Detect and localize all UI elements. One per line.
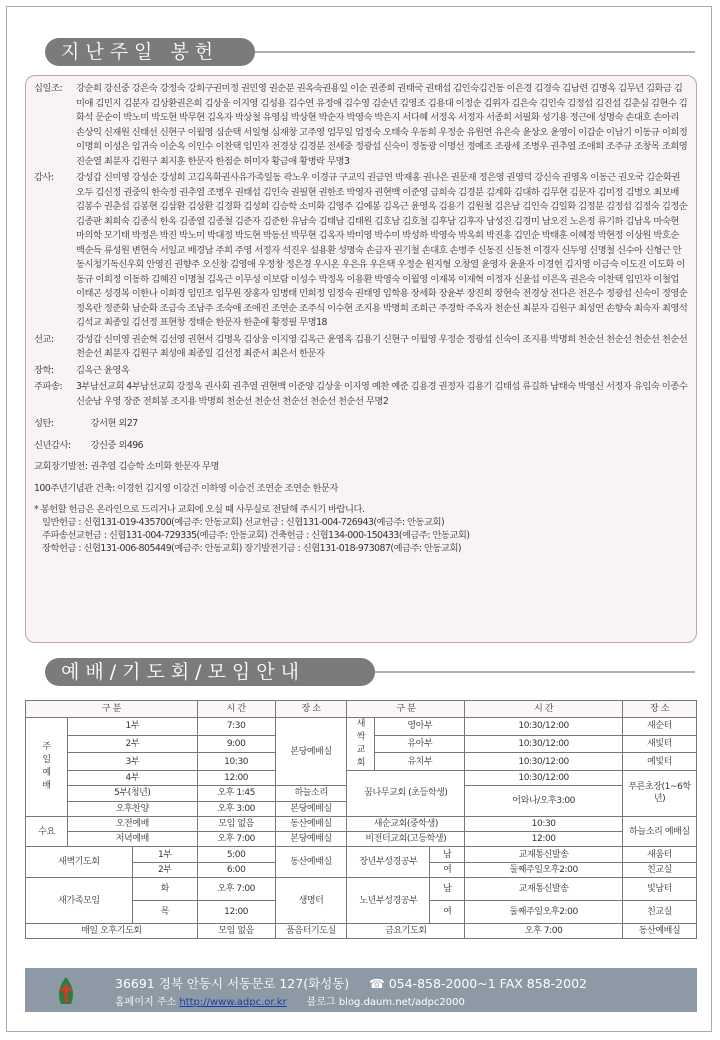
footer-web: 홈페이지 주소 http://www.adpc.or.kr 블로그 blog.daum.net/adpc2000 xyxy=(115,997,465,1008)
table-header: 구 분 시 간 장 소 구 분 시 간 장 소 xyxy=(26,701,697,718)
entry-mission: 선교: 강성갑 신미영 권순혁 김선영 권현서 김명옥 김상웅 이지영 김옥근 윤영옥 김용기 신현구 이월영 우정순 정광섭 신숙이 조지용 박명희 천순선 천순선 천순선 천순선 천순선 최분자 김원구 최성애 최종일 김선정 최준서 최은서 한문자 xyxy=(34,333,688,359)
school-label: 새싹교회 xyxy=(347,718,375,771)
footer-contact: 36691 경북 안동시 서동문로 127(화성동) ☎ 054-858-2000~1 FAX 858-2002 xyxy=(115,976,587,991)
sunday-worship-label: 주일예배 xyxy=(26,718,68,817)
entry-tithe: 십일조: 강순희 강신중 강은숙 강정숙 강희구권미정 권민영 권순분 권옥숙권용일 이순 권종희 권태국 권태섭 김인숙김건동 이은경 김경숙 김남련 김명옥 김무년 김화금 김미애 김민지 김분자 김상환권은희 김상웅 이지영 김성용 김수연 유정애 김수영 김순년 김영조 김용대 이정순 김위자 김은숙 김인숙 김정섭 김진섭 김춘심 김현수 김화석 문순이 박노미 박도현 박무현 김옥자 박상철 유영심 박상현 박순자 박영숙 박은지 서다혜 서정옥 서정자 서종희 서필화 성기용 정근애 성명숙 손대호 손아리 손상익 신재원 신태선 신현구 이월영 심순택 서일형 심재창 고주영 엄무일 엄정숙 오태숙 우동희 우정순 유원연 유은숙 윤상오 윤영이 이갑순 이남기 이동규 이희정 이명희 이성은 임귀숙 이순옥 이인수 이찬택 임민자 전경상 김경분 전세중 정광섭 신숙이 정동광 이명선 정예조 조광세 조병우 권추열 조애희 조주규 조창목 조희영 진순열 최분자 김원구 최지훈 한문자 한점순 허미자 황금애 황병락 무명3 xyxy=(34,83,688,167)
footer xyxy=(25,968,697,1012)
entry-thanks: 감사: 강성갑 신미영 강성순 강성희 고김옥화권사유가족일동 곽노우 이경규 구교익 권금연 박재홍 권나은 권문재 정은영 권영덕 강신숙 권영옥 이동근 권오국 김순화권오두 김신정 권중익 한숙정 권추열 조병우 권태섭 김인숙 권필현 권한조 박영자 권현백 이준영 금희숙 김경분 김계화 김대하 김무현 김문자 김미정 김병오 최보배 김봉수 권춘섭 김봉현 김삼환 김상환 김경화 김성희 김승학 소미화 김영주 김예봉 김옥근 윤영옥 김용기 김원철 김은남 김인숙 김일화 김정분 김정섭 김정숙 김정순 김종판 최희숙 김종식 한옥 김종열 김종철 김준자 김준한 유남숙 김태남 김태원 김호남 김호철 김후남 김후자 남성진 김경미 남오진 노은정 류기하 김남옥 마숙현 마의학 모기태 박정은 박진 박노미 박대정 박도현 박동선 박무현 김옥자 박미영 박수미 박성하 박영숙 박옥희 박진홍 김민순 박태훈 이혜정 박현정 이상원 박호순 백순득 류성원 변현숙 서일교 배경남 주희 주영 서정자 석진우 설용환 성명숙 손금자 권기철 손대호 손병주 신동진 신동천 이경자 신두영 신명철 신수아 신형근 안동시청기독신우회 안영진 권향주 오신창 김영애 우정창 정은경 우시온 우은유 우은택 우정순 원지형 오창열 윤영자 윤윤자 이경헌 김지영 이금숙 이도진 이도화 이동규 이희정 이동하 김혜진 이명철 김옥근 이무성 이보람 이성수 박정옥 이용환 박영숙 이월영 이재복 이재혁 이정자 신윤섭 이은옥 권은숙 이찬택 임민자 이철업 이태곤 성경복 이한나 이희경 임민조 임무원 장홍자 임병태 민희정 임정숙 권태영 임학용 장세화 장윤부 장진희 장현숙 전경상 전다은 전은수 정광섭 신숙이 정영순 정옥란 정준화 남순화 조금숙 조남주 조숙애 조애진 조연순 조주식 이수현 조지용 박명희 조희근 주경학 주옥자 천순선 최분자 김원구 최성연 손향숙 최숙자 최영석 김석교 최종일 김선정 표현창 정태순 한문자 한춘애 황정필 무명18 xyxy=(34,172,688,328)
worship-table: 구 분 시 간 장 소 구 분 시 간 장 소 주일예배 1부 7:30 본당예배실 새싹교회 영아부 10:30/12:00 새순터 2부 9:00 유아부 10:30/12:00 새빛터 3부 10:30 유치부 10:30/12:00 예빛터 4부 12:00 꿈나무교회 (초등학생) 10:30/12:00 푸른초장(1~6학년) 5부(청년) 오후 1:45 하늘소리 어와나/오후3:00 오후찬양 오후 3:00 본당예배실 수요 오전예배 모임 없음 동산예배실 새순교회(중학생) 10:30 하늘소리 예배실 저녁예배 오후 7:00 본당예배실 비전터교회(고등학생) 12:00 새벽기도회 1부 5:00 동산예배실 장년부성경공부 남 교재통신발송 새움터 2부 6:00 여 둘째주일오후2:00 친교실 새가족모임 화 오후 7:00 생명터 노년부성경공부 남 교재통신발송 빛남터 목 12:00 여 둘째주일오후2:00 친교실 매일 오후기도회 모임 없음 품음터기도실 금요기도회 오후 7:00 동산예배실 xyxy=(25,700,697,939)
entry-scholarship: 장학: 김옥근 윤영옥 xyxy=(34,364,130,376)
divider xyxy=(375,671,695,673)
blog-link[interactable]: 블로그 blog.daum.net/adpc2000 xyxy=(306,997,465,1008)
section-title-worship: 예배/기도회/모임안내 xyxy=(45,658,375,686)
entry-mission-sending: 주파송: 3부남선교회 4부남선교회 강정옥 권사회 권추열 권현백 이준양 김상웅 이지영 예찬 예준 김용경 권정자 김용기 김태섭 류길하 남태숙 박영신 서정자 유임숙 이종수 신순남 우영 장준 전희봉 조지용 박명희 천순선 천순선 천순선 천순선 천순선 무명2 xyxy=(34,381,688,407)
entry-centennial: 100주년기념관 건축: 이경헌 김지영 이강건 이하영 이승건 조연순 조연순 한문자 xyxy=(34,482,338,494)
offering-box xyxy=(25,75,697,643)
divider xyxy=(255,51,695,53)
offering-notes: * 봉헌할 헌금은 온라인으로 드리거나 교회에 오실 때 사무실로 전달해 주시기 바랍니다. 일반헌금 : 신협131-019-435700(예금주: 안동교회) 선교헌금 : 신협131-004-726943(예금주: 안동교회) 주파송선교헌금 : 신협131-004-729335(예금주: 안동교회) 건축헌금 : 신협134-000-150433(예금주: 안동교회) 장학헌금 : 신협131-006-805449(예금주: 안동교회) 장기발전기금 : 신협131-018-973087(예금주: 안동교회) xyxy=(34,504,470,554)
church-logo-icon xyxy=(55,976,77,1006)
entry-christmas: 성탄: 강서현 외27 xyxy=(34,418,138,429)
entry-newyear: 신년감사: 강신중 외496 xyxy=(34,439,144,451)
entry-longterm: 교회장기발전: 권추열 김승학 소미화 한문자 무명 xyxy=(34,461,220,472)
section-title-offering: 지난주일 봉헌 xyxy=(45,38,255,66)
homepage-link[interactable]: http://www.adpc.or.kr xyxy=(179,997,287,1008)
